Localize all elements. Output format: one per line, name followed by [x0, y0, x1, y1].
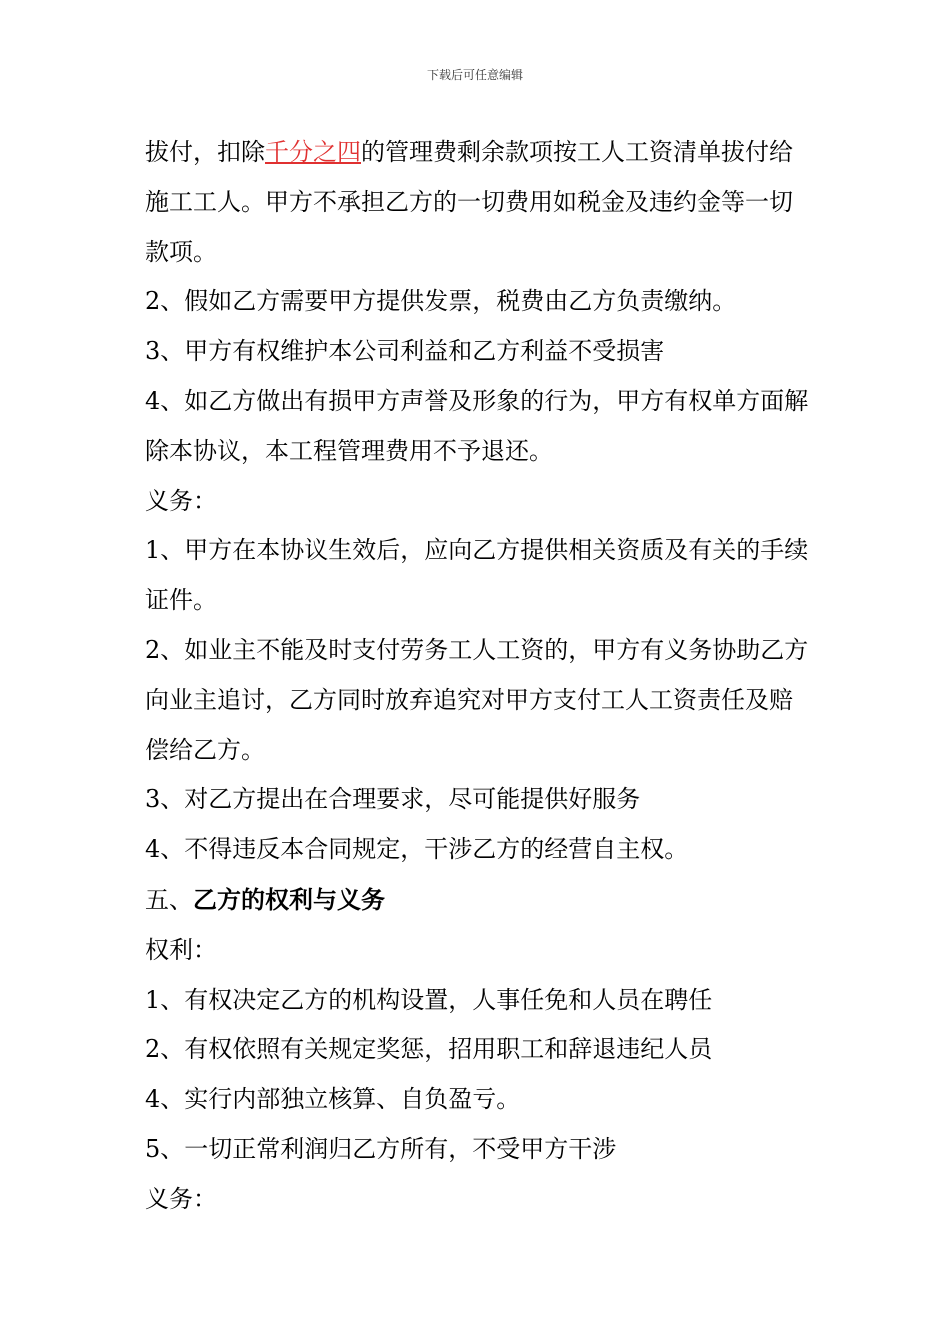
list-item-party-b-right-2: 2、有权依照有关规定奖惩，招用职工和辞退违纪人员: [145, 1035, 713, 1064]
section-number: 五、: [145, 885, 193, 914]
list-item-party-b-right-4: 4、实行内部独立核算、自负盈亏。: [145, 1085, 521, 1114]
paragraph-payment: [145, 128, 815, 277]
page-header: 下载后可任意编辑: [426, 68, 523, 82]
duties-label: 义务：: [145, 486, 217, 515]
list-item-party-a-right-4: 4、如乙方做出有损甲方声誉及形象的行为，甲方有权单方面解除本协议，本工程管理费用不予退还。: [145, 386, 809, 465]
highlight-fee-rate: 千分之四: [265, 138, 361, 166]
list-item-party-b-right-1: 1、有权决定乙方的机构设置，人事任免和人员在聘任: [145, 985, 713, 1014]
list-item-party-a-duty-4: 4、不得违反本合同规定，干涉乙方的经营自主权。: [145, 835, 689, 864]
paragraph-payment-start: 拔付，扣除: [145, 138, 265, 166]
section-heading-5: [145, 875, 815, 926]
list-item-party-a-right-3: 3、甲方有权维护本公司利益和乙方利益不受损害: [145, 337, 665, 366]
list-item-party-a-duty-1: 1、甲方在本协议生效后，应向乙方提供相关资质及有关的手续证件。: [145, 536, 809, 615]
document-body: [145, 128, 815, 1225]
party-b-duties-label: 义务：: [145, 1184, 217, 1213]
section-title: 乙方的权利与义务: [193, 884, 385, 914]
list-item-party-a-duty-2: 2、如业主不能及时支付劳务工人工资的，甲方有义务协助乙方向业主追讨，乙方同时放弃追究对甲方支付工人工资责任及赔偿给乙方。: [145, 635, 809, 764]
paragraph-payment-end: 的管理费剩余款项按工人工资清单拔付给施工工人。甲方不承担乙方的一切费用如税金及违约金等一切款项。: [145, 138, 793, 266]
rights-label: 权利：: [145, 935, 217, 964]
list-item-party-a-right-2: 2、假如乙方需要甲方提供发票，税费由乙方负责缴纳。: [145, 287, 737, 316]
list-item-party-a-duty-3: 3、对乙方提出在合理要求，尽可能提供好服务: [145, 785, 641, 814]
list-item-party-b-right-5: 5、一切正常利润归乙方所有，不受甲方干涉: [145, 1134, 617, 1163]
